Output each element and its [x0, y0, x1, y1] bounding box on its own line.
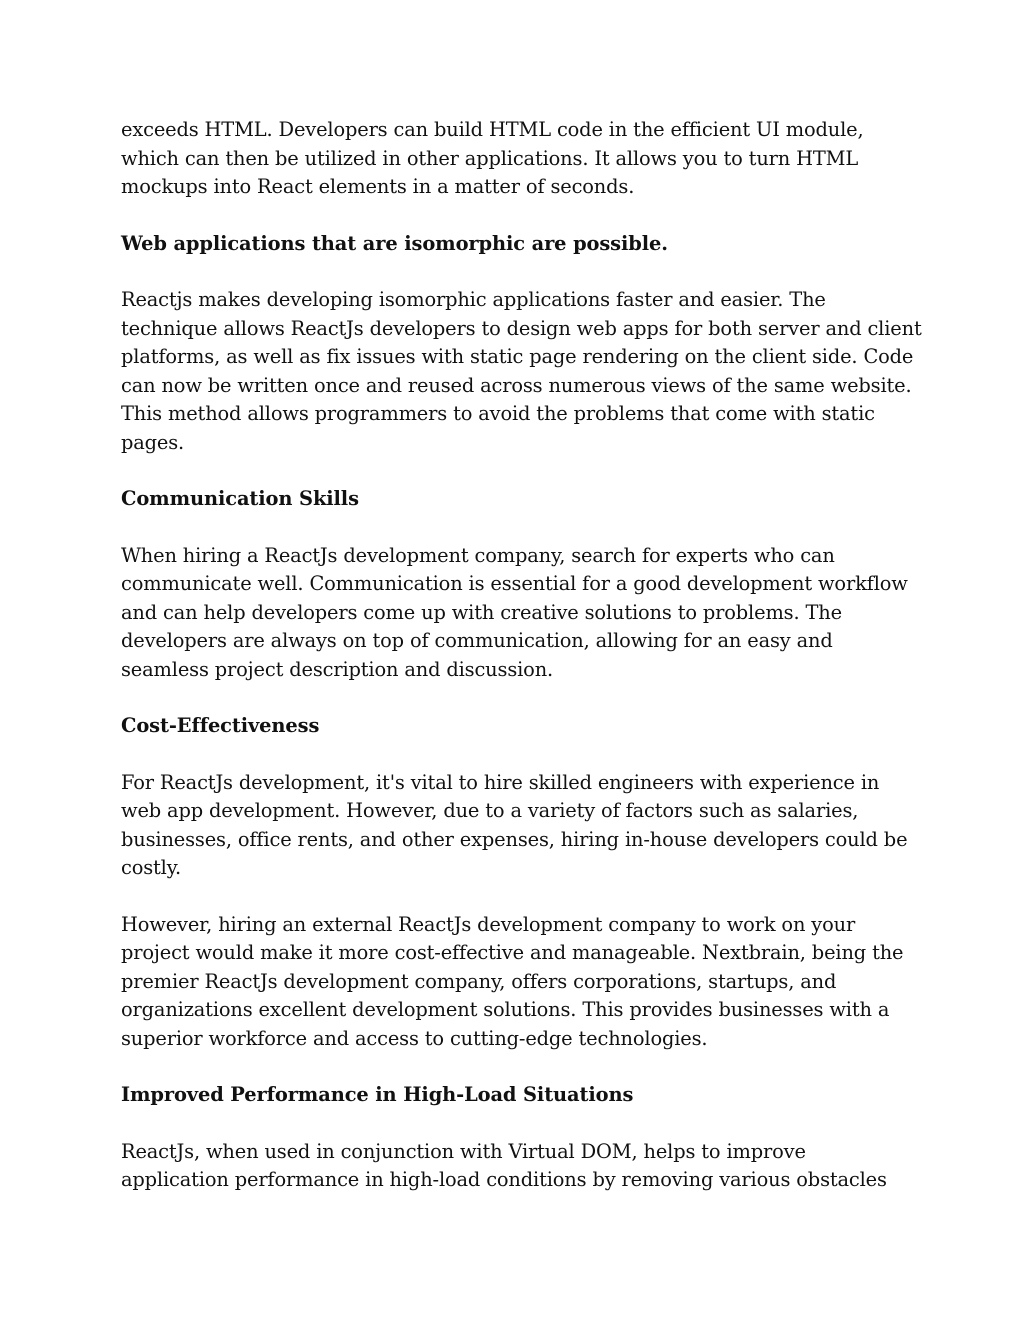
text-line: ReactJs, when used in conjunction with Virtual DOM, helps to improve — [121, 1139, 806, 1163]
text-line: web app development. However, due to a variety of factors such as salaries, — [121, 799, 859, 822]
text-line: This method allows programmers to avoid the problems that come with static — [121, 402, 875, 425]
heading-cost-effectiveness: Cost-Effectiveness — [121, 714, 320, 737]
text-line: exceeds HTML. Developers can build HTML code in the efficient UI module, — [121, 118, 864, 141]
text-line: superior workforce and access to cutting-edge technologies. — [121, 1026, 708, 1050]
heading-communication: Communication Skills — [121, 487, 359, 510]
text-line: developers are always on top of communication, allowing for an easy and — [121, 629, 833, 652]
text-line: can now be written once and reused across numerous views of the same website. — [121, 373, 912, 397]
text-line: communicate well. Communication is essential for a good development workflow — [121, 572, 908, 595]
text-line: which can then be utilized in other applications. It allows you to turn HTML — [121, 146, 859, 170]
text-line: project would make it more cost-effective and manageable. Nextbrain, being the — [121, 941, 904, 964]
text-line: costly. — [121, 856, 181, 879]
paragraph-isomorphic — [121, 286, 922, 457]
paragraph-cost-2 — [121, 911, 911, 1054]
text-line: businesses, office rents, and other expenses, hiring in-house developers could be — [121, 827, 908, 851]
text-line: However, hiring an external ReactJs development company to work on your — [121, 912, 856, 936]
document-page — [121, 116, 922, 1223]
heading-isomorphic: Web applications that are isomorphic are possible. — [121, 231, 668, 255]
text-line: Reactjs makes developing isomorphic applications faster and easier. The — [121, 288, 826, 311]
text-line: mockups into React elements in a matter of seconds. — [121, 175, 635, 198]
text-line: technique allows ReactJs developers to design web apps for both server and client — [121, 316, 922, 340]
paragraph-performance — [121, 1138, 911, 1195]
text-line: and can help developers come up with creative solutions to problems. The — [121, 600, 842, 624]
heading-performance: Improved Performance in High-Load Situations — [121, 1083, 634, 1106]
text-line: organizations excellent development solutions. This provides businesses with a — [121, 998, 890, 1021]
paragraph-cost-1 — [121, 769, 911, 883]
text-line: application performance in high-load conditions by removing various obstacles — [121, 1168, 887, 1191]
paragraph-intro — [121, 116, 911, 202]
paragraph-communication — [121, 542, 911, 685]
text-line: seamless project description and discussion. — [121, 657, 554, 681]
text-line: pages. — [121, 430, 185, 454]
text-line: When hiring a ReactJs development company, search for experts who can — [121, 543, 835, 567]
text-line: premier ReactJs development company, offers corporations, startups, and — [121, 969, 837, 993]
text-line: For ReactJs development, it's vital to hire skilled engineers with experience in — [121, 770, 880, 794]
text-line: platforms, as well as fix issues with static page rendering on the client side. Code — [121, 345, 914, 368]
